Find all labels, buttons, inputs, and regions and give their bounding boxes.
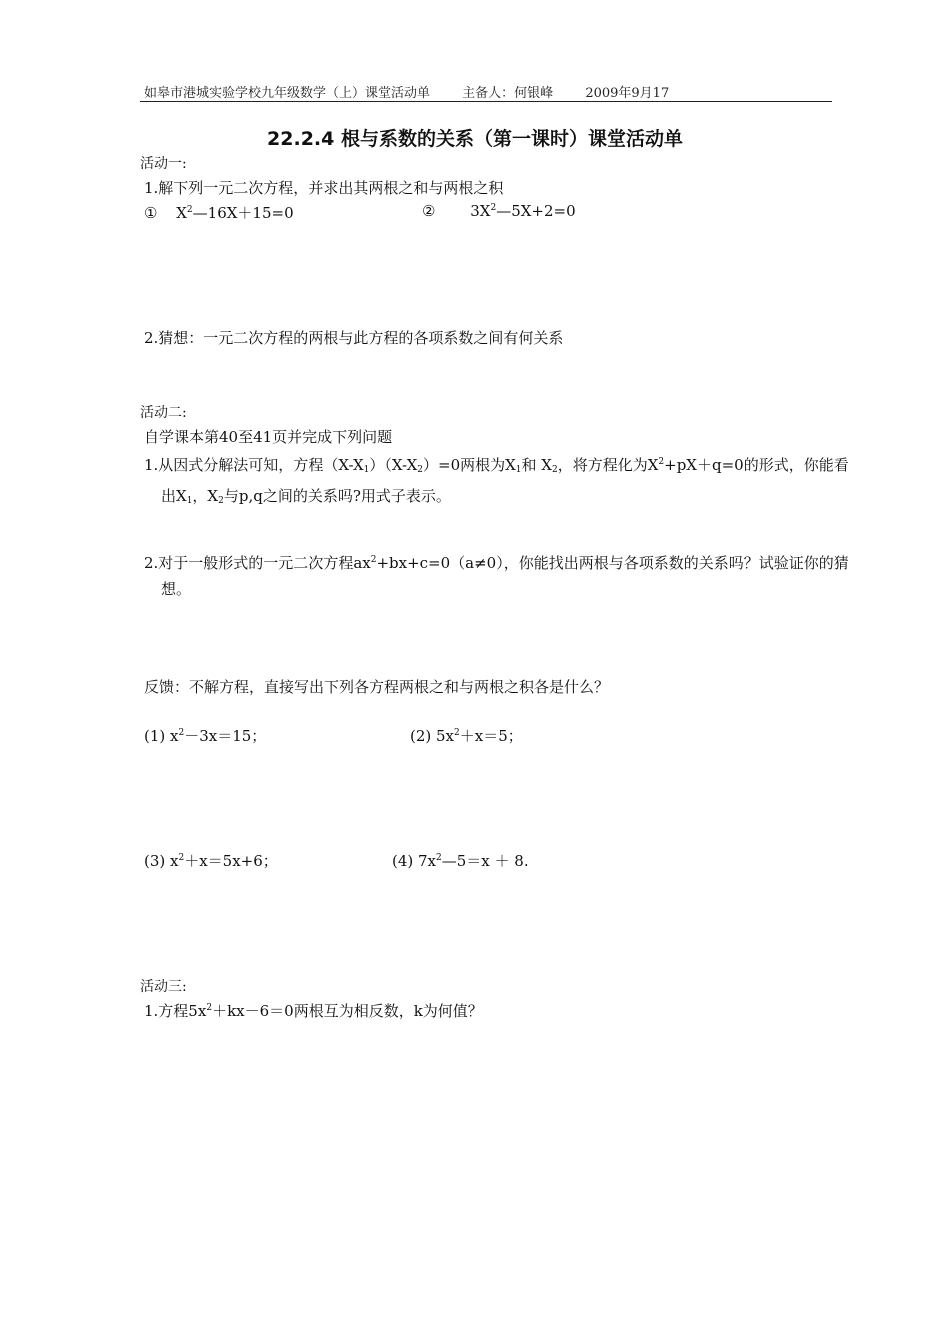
equation-1: ① $X^2—16X+15=0$ xyxy=(144,204,294,222)
equation-2: ② $3X^2—5X+2=0$ xyxy=(422,202,576,220)
feedback-equation-1: (1) $x^2-3x=15$； xyxy=(144,727,267,745)
feedback-equation-4: (4) $7x^2—5=x + 8$. xyxy=(392,852,529,870)
header-date: 2009年9月17 xyxy=(585,86,670,101)
activity3-heading: 活动三: xyxy=(140,979,187,995)
activity1-question2: 2.猜想：一元二次方程的两根与此方程的各项系数之间有何关系 xyxy=(144,329,564,347)
activity2-heading: 活动二: xyxy=(140,405,187,421)
activity2-question2: 2.对于一般形式的一元二次方程$ax^2+bx+c=0(a\ne 0)$，你能找出两根与各项系数的关系吗？试验证你的猜想。 xyxy=(144,554,849,598)
header-divider xyxy=(140,101,832,102)
activity2-intro: 自学课本第40至41页并完成下列问题 xyxy=(144,428,393,446)
equation-2-marker: ② xyxy=(422,202,436,220)
equation-1-marker: ① xyxy=(144,204,158,222)
activity3-question1: 1.方程$5x^2+kx-6=0$两根互为相反数，k为何值？ xyxy=(144,1002,483,1020)
activity1-heading: 活动一: xyxy=(140,156,187,172)
feedback-equation-2: (2) $5x^2+x=5$； xyxy=(410,727,523,745)
page-title: 22.2.4 根与系数的关系（第一课时）课堂活动单 xyxy=(267,128,683,150)
activity1-question1: 1.解下列一元二次方程，并求出其两根之和与两根之积 xyxy=(144,179,504,197)
feedback-heading: 反馈：不解方程，直接写出下列各方程两根之和与两根之积各是什么？ xyxy=(144,678,610,696)
feedback-equation-3: (3) $x^2+x=5x+6$； xyxy=(144,852,278,870)
header-author: 主备人：何银峰 xyxy=(462,86,554,101)
page-header xyxy=(144,82,697,101)
activity2-question1: 1.从因式分解法可知，方程$(X-X_1)(X-X_2)=0$两根为$X_1$和 $X_2$，将方程化为$X^2+pX+q=0$的形式，你能看出$X_1$，$X_2$与p,q之间的关系吗?用式子表示。 xyxy=(144,456,849,506)
header-school: 如皋市港城实验学校九年级数学（上）课堂活动单 xyxy=(144,86,431,101)
